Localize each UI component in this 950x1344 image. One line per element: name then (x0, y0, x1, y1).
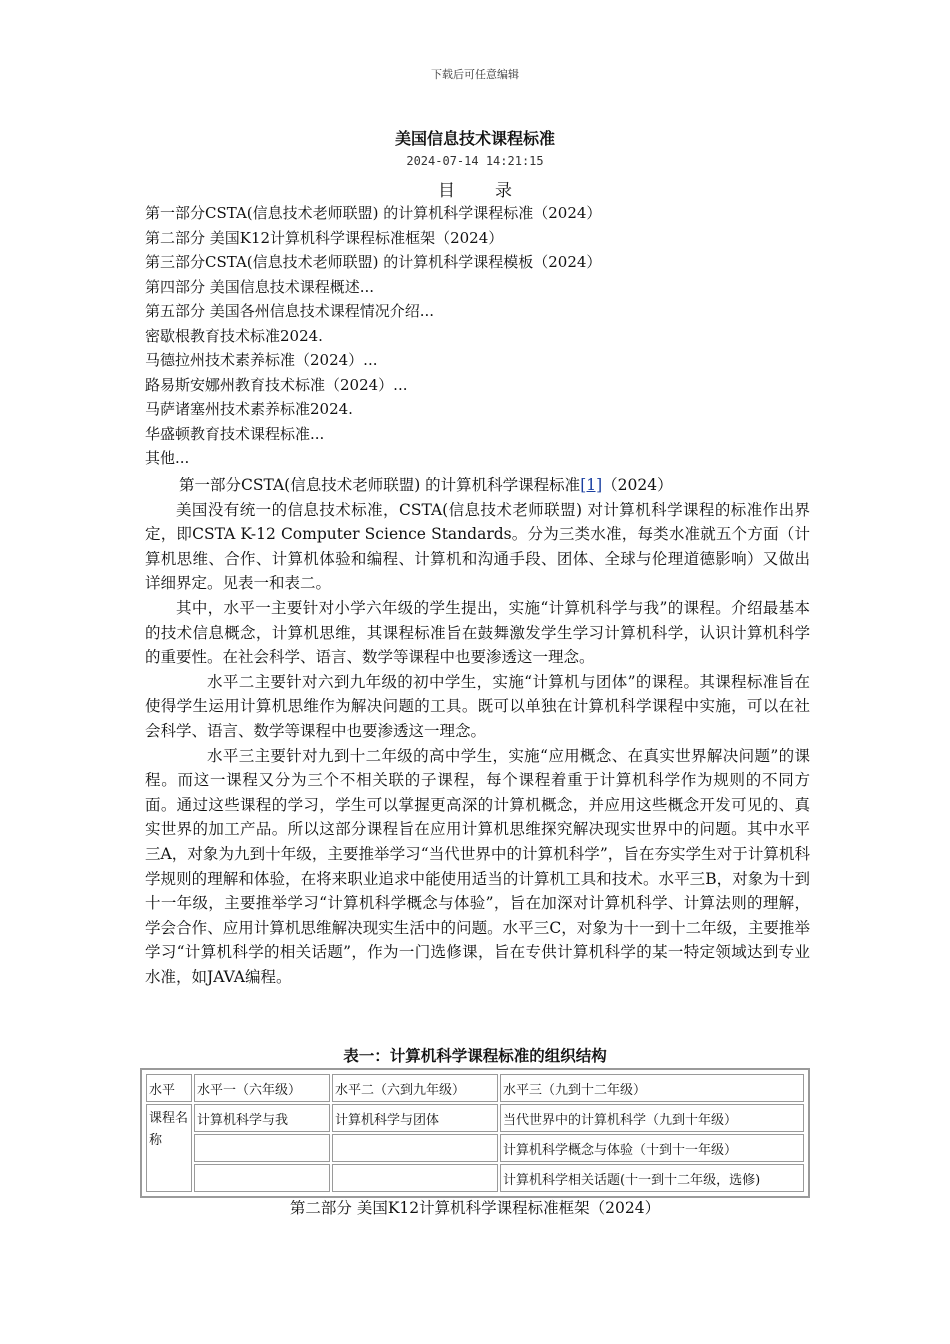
table-cell: 当代世界中的计算机科学（九到十年级） (500, 1104, 804, 1132)
table-row (146, 1104, 804, 1132)
toc-item[interactable]: 第四部分 美国信息技术课程概述... (145, 277, 375, 296)
toc-item[interactable]: 其他... (145, 449, 190, 467)
curriculum-structure-table (144, 1072, 806, 1194)
table-caption: 表一：计算机科学课程标准的组织结构 (343, 1046, 607, 1065)
toc-item[interactable]: 第五部分 美国各州信息技术课程情况介绍... (145, 302, 435, 320)
toc-item[interactable]: 马萨诸塞州技术素养标准2024. (145, 400, 353, 418)
toc-item[interactable]: 第三部分CSTA(信息技术老师联盟) 的计算机科学课程模板（2024） (145, 253, 602, 271)
toc-item[interactable]: 路易斯安娜州教育技术标准（2024）... (145, 375, 408, 394)
table-cell: 计算机科学与团体 (332, 1104, 498, 1132)
table-cell-empty (332, 1134, 498, 1162)
toc-item[interactable]: 马德拉州技术素养标准（2024）... (145, 351, 378, 369)
table-row (146, 1134, 804, 1162)
table-cell: 计算机科学与我 (194, 1104, 330, 1132)
section-1-heading (145, 473, 810, 498)
paragraph: 其中，水平一主要针对小学六年级的学生提出，实施“计算机科学与我”的课程。介绍最基本的技术信息概念，计算机思维，其课程标准旨在鼓舞激发学生学习计算机科学，认识计算机科学的重要性。在社会科学、语言、数学等课程中也要渗透这一理念。 (145, 598, 810, 667)
table-cell: 计算机科学概念与体验（十到十一年级） (500, 1134, 804, 1162)
table-header-row (146, 1074, 804, 1102)
table-cell: 计算机科学相关话题(十一到十二年级，选修) (500, 1164, 804, 1192)
table-cell-empty (194, 1164, 330, 1192)
table-of-contents (145, 201, 815, 471)
section-1-heading-year: （2024） (602, 476, 673, 494)
table-row (146, 1164, 804, 1192)
toc-item[interactable]: 密歇根教育技术标准2024. (145, 326, 323, 345)
table-frame (140, 1068, 810, 1198)
document-title: 美国信息技术课程标准 (394, 129, 555, 148)
section-1-heading-text: 第一部分CSTA(信息技术老师联盟) 的计算机科学课程标准 (179, 476, 581, 494)
toc-item[interactable]: 第二部分 美国K12计算机科学课程标准框架（2024） (145, 228, 504, 247)
header-note: 下载后可任意编辑 (431, 68, 519, 81)
section-1 (145, 473, 810, 989)
toc-heading: 目录 (438, 181, 552, 201)
table-cell-empty (194, 1134, 330, 1162)
footnote-link[interactable]: [1] (580, 476, 603, 494)
table-row-label: 课程名称 (146, 1104, 192, 1192)
paragraph: 美国没有统一的信息技术标准，CSTA(信息技术老师联盟) 对计算机科学课程的标准作出界定，即CSTA K-12 Computer Science Standards。分为三类水准，每类水准就五个方面（计算机思维、合作、计算机体验和编程、计算机和沟通手段、团体、全球与伦理道德影响）又做出详细界定。见表一和表二。 (145, 500, 810, 593)
table-cell: 水平一（六年级） (194, 1074, 330, 1102)
toc-item[interactable]: 第一部分CSTA(信息技术老师联盟) 的计算机科学课程标准（2024） (145, 204, 602, 222)
document-date: 2024-07-14 14:21:15 (406, 154, 544, 168)
toc-item[interactable]: 华盛顿教育技术课程标准... (145, 424, 325, 443)
table-cell: 水平二（六到九年级） (332, 1074, 498, 1102)
paragraph: 水平三主要针对九到十二年级的高中学生，实施“应用概念、在真实世界解决问题”的课程。而这一课程又分为三个不相关联的子课程，每个课程着重于计算机科学作为规则的不同方面。通过这些课程的学习，学生可以掌握更高深的计算机概念，并应用这些概念开发可见的、真实世界的加工产品。所以这部分课程旨在应用计算机思维探究解决现实世界中的问题。其中水平三A，对象为九到十年级，主要推举学习“当代世界中的计算机科学”，旨在夯实学生对于计算机科学规则的理解和体验，在将来职业追求中能使用适当的计算机工具和技术。水平三B，对象为十到十一年级，主要推举学习“计算机科学概念与体验”，旨在加深对计算机科学、计算法则的理解，学会合作、应用计算机思维解决现实生活中的问题。水平三C，对象为十一到十二年级，主要推举学习“计算机科学的相关话题”，作为一门选修课，旨在专供计算机科学的某一特定领域达到专业水准，如JAVA编程。 (145, 746, 810, 986)
section-2-heading: 第二部分 美国K12计算机科学课程标准框架（2024） (289, 1199, 661, 1217)
table-cell: 水平三（九到十二年级） (500, 1074, 804, 1102)
paragraph: 水平二主要针对六到九年级的初中学生，实施“计算机与团体”的课程。其课程标准旨在使得学生运用计算机思维作为解决问题的工具。既可以单独在计算机科学课程中实施，可以在社会科学、语言、数学等课程中也要渗透这一理念。 (145, 672, 810, 740)
table-cell-empty (332, 1164, 498, 1192)
table-cell: 水平 (146, 1074, 192, 1102)
